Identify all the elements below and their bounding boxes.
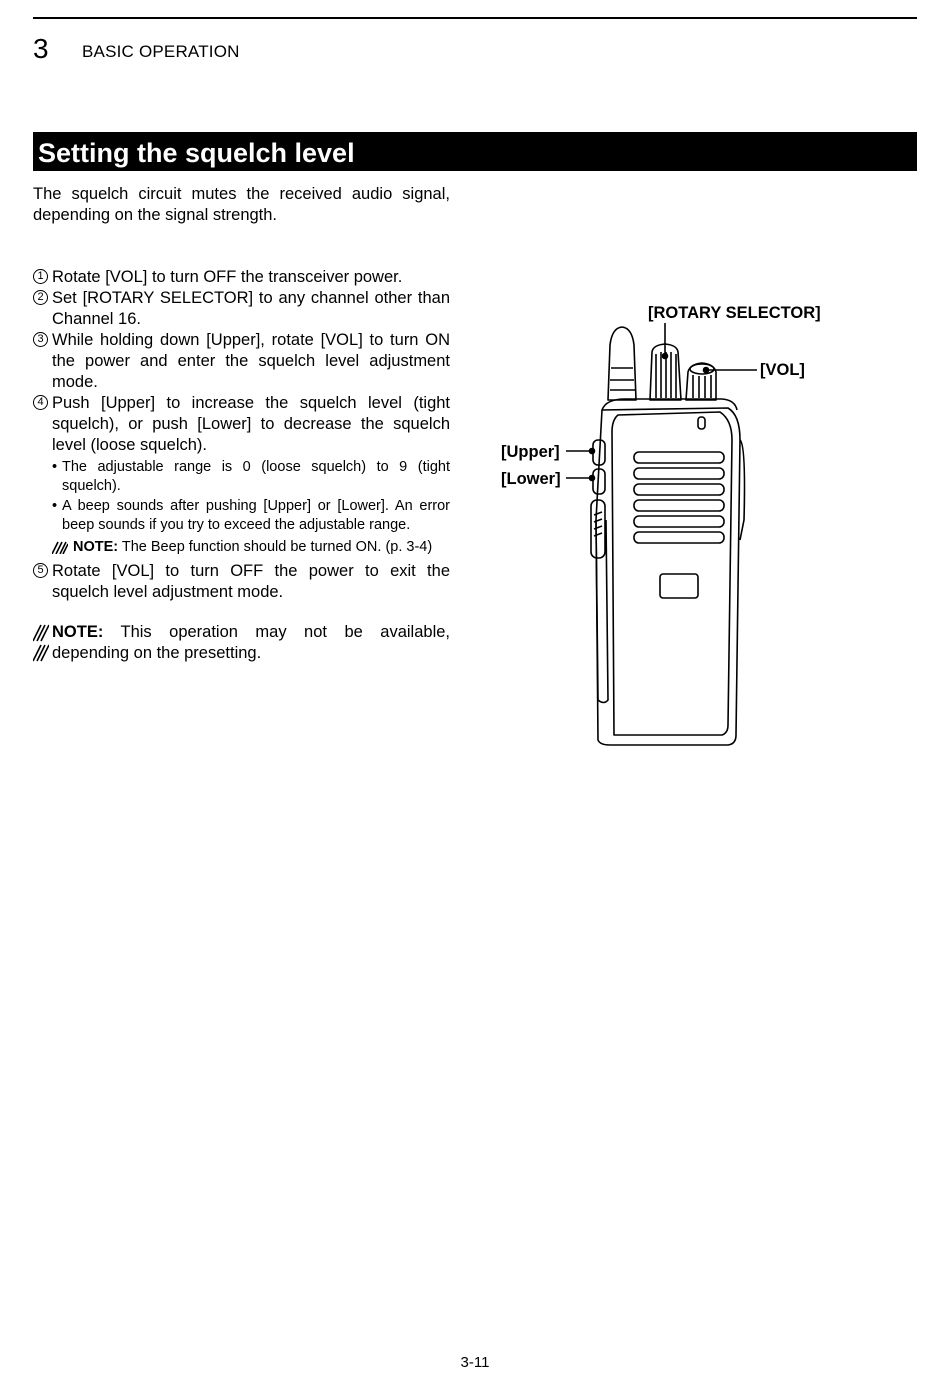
note-hatch-icon — [33, 624, 49, 662]
step-text: Rotate [VOL] to turn OFF the transceiver power. — [52, 268, 403, 286]
step-text: Push [Upper] to increase the squelch level (tight squelch), or push [Lower] to decrease the squelch level (loose squelch). — [52, 394, 450, 454]
side-edge — [596, 520, 608, 703]
note-text: This operation may not be available, depending on the presetting. — [52, 623, 450, 662]
step-number: 1 — [33, 269, 48, 284]
logo-plate — [660, 574, 698, 598]
chapter-number: 3 — [33, 33, 49, 64]
note-text: The Beep function should be turned ON. (p. 3-4) — [118, 539, 433, 555]
speaker-grille — [634, 452, 724, 543]
note-label: NOTE: — [52, 623, 104, 641]
label-rotary-selector: [ROTARY SELECTOR] — [648, 304, 821, 322]
step-number: 3 — [33, 332, 48, 347]
section-title: Setting the squelch level — [33, 132, 917, 171]
chapter-title: BASIC OPERATION — [82, 42, 240, 61]
transceiver-illustration — [560, 300, 860, 750]
bullet-item: • The adjustable range is 0 (loose squelch) to 9 (tight squelch). — [52, 458, 450, 496]
bullet-item: • A beep sounds after pushing [Upper] or [Lower]. An error beep sounds if you try to exceed the adjustable range. — [52, 497, 450, 535]
step-number: 2 — [33, 290, 48, 305]
step-4-bullets — [52, 458, 450, 535]
label-vol: [VOL] — [760, 361, 805, 379]
callout-dot-vol — [704, 368, 709, 373]
step-number: 5 — [33, 563, 48, 578]
top-rule — [33, 17, 917, 19]
step-text: Rotate [VOL] to turn OFF the power to exit the squelch level adjustment mode. — [52, 562, 450, 601]
step-5 — [33, 561, 450, 603]
step-number: 4 — [33, 395, 48, 410]
led-indicator — [698, 417, 705, 429]
steps-list — [33, 267, 450, 603]
note-hatch-icon — [52, 541, 68, 554]
step-1 — [33, 267, 450, 288]
note-label: NOTE: — [73, 539, 119, 555]
step-text: While holding down [Upper], rotate [VOL] to turn ON the power and enter the squelch level adjustment mode. — [52, 331, 450, 391]
label-lower: [Lower] — [501, 470, 561, 488]
step-3 — [33, 330, 450, 393]
label-upper: [Upper] — [501, 443, 560, 461]
radio-body — [596, 408, 740, 745]
right-edge — [740, 440, 745, 540]
step-2 — [33, 288, 450, 330]
inline-note — [52, 538, 450, 557]
step-text: Set [ROTARY SELECTOR] to any channel other than Channel 16. — [52, 289, 450, 328]
bottom-note — [33, 622, 450, 664]
antenna — [608, 327, 636, 400]
intro-paragraph: The squelch circuit mutes the received audio signal, depending on the signal strength. — [33, 185, 450, 224]
step-4 — [33, 393, 450, 557]
page-number: 3-11 — [460, 1354, 490, 1371]
ptt-button — [591, 500, 605, 558]
